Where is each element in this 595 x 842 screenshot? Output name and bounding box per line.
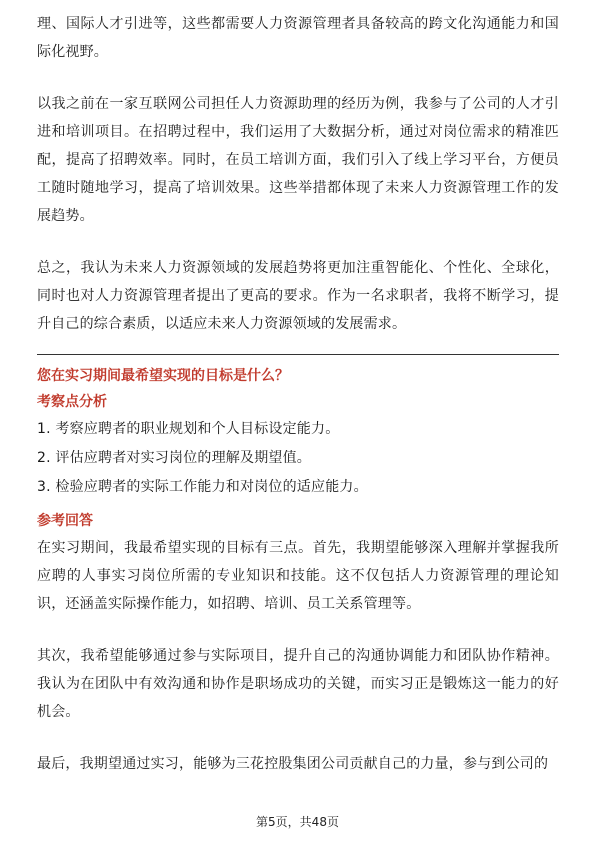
- answer-paragraph-1: 在实习期间，我最希望实现的目标有三点。首先，我期望能够深入理解并掌握我所应聘的人事实习岗位所需的专业知识和技能。这不仅包括人力资源管理的理论知识，还涵盖实际操作能力，如招聘、培训、员工关系管理等。: [37, 540, 559, 612]
- spacer: [37, 230, 559, 254]
- page-number-footer: 第5页，共48页: [256, 815, 339, 829]
- intro-paragraph-1: 理、国际人才引进等，这些都需要人力资源管理者具备较高的跨文化沟通能力和国际化视野。: [37, 16, 559, 60]
- intro-paragraph-3: 总之，我认为未来人力资源领域的发展趋势将更加注重智能化、个性化、全球化，同时也对人力资源管理者提出了更高的要求。作为一名求职者，我将不断学习，提升自己的综合素质，以适应未来人力资源领域的发展需求。: [37, 260, 559, 332]
- analysis-item: 3. 检验应聘者的实际工作能力和对岗位的适应能力。: [37, 479, 368, 495]
- answer-paragraph-2: 其次，我希望能够通过参与实际项目，提升自己的沟通协调能力和团队协作精神。我认为在团队中有效沟通和协作是职场成功的关键，而实习正是锻炼这一能力的好机会。: [37, 648, 559, 720]
- section-divider: [37, 354, 559, 355]
- spacer: [37, 618, 559, 642]
- spacer: [37, 66, 559, 90]
- analysis-heading: 考察点分析: [37, 394, 107, 410]
- analysis-list: [37, 415, 559, 502]
- intro-paragraph-2: 以我之前在一家互联网公司担任人力资源助理的经历为例，我参与了公司的人才引进和培训项目。在招聘过程中，我们运用了大数据分析，通过对岗位需求的精准匹配，提高了招聘效率。同时，在员工培训方面，我们引入了线上学习平台，方便员工随时随地学习，提高了培训效果。这些举措都体现了未来人力资源管理工作的发展趋势。: [37, 96, 559, 224]
- analysis-item: 1. 考察应聘者的职业规划和个人目标设定能力。: [37, 421, 340, 437]
- answer-paragraph-3: 最后，我期望通过实习，能够为三花控股集团公司贡献自己的力量，参与到公司的: [37, 756, 549, 772]
- spacer: [37, 726, 559, 750]
- page-content: [37, 0, 559, 778]
- answer-heading: 参考回答: [37, 513, 93, 529]
- question-title: 您在实习期间最希望实现的目标是什么？: [37, 368, 289, 384]
- analysis-item: 2. 评估应聘者对实习岗位的理解及期望值。: [37, 450, 312, 466]
